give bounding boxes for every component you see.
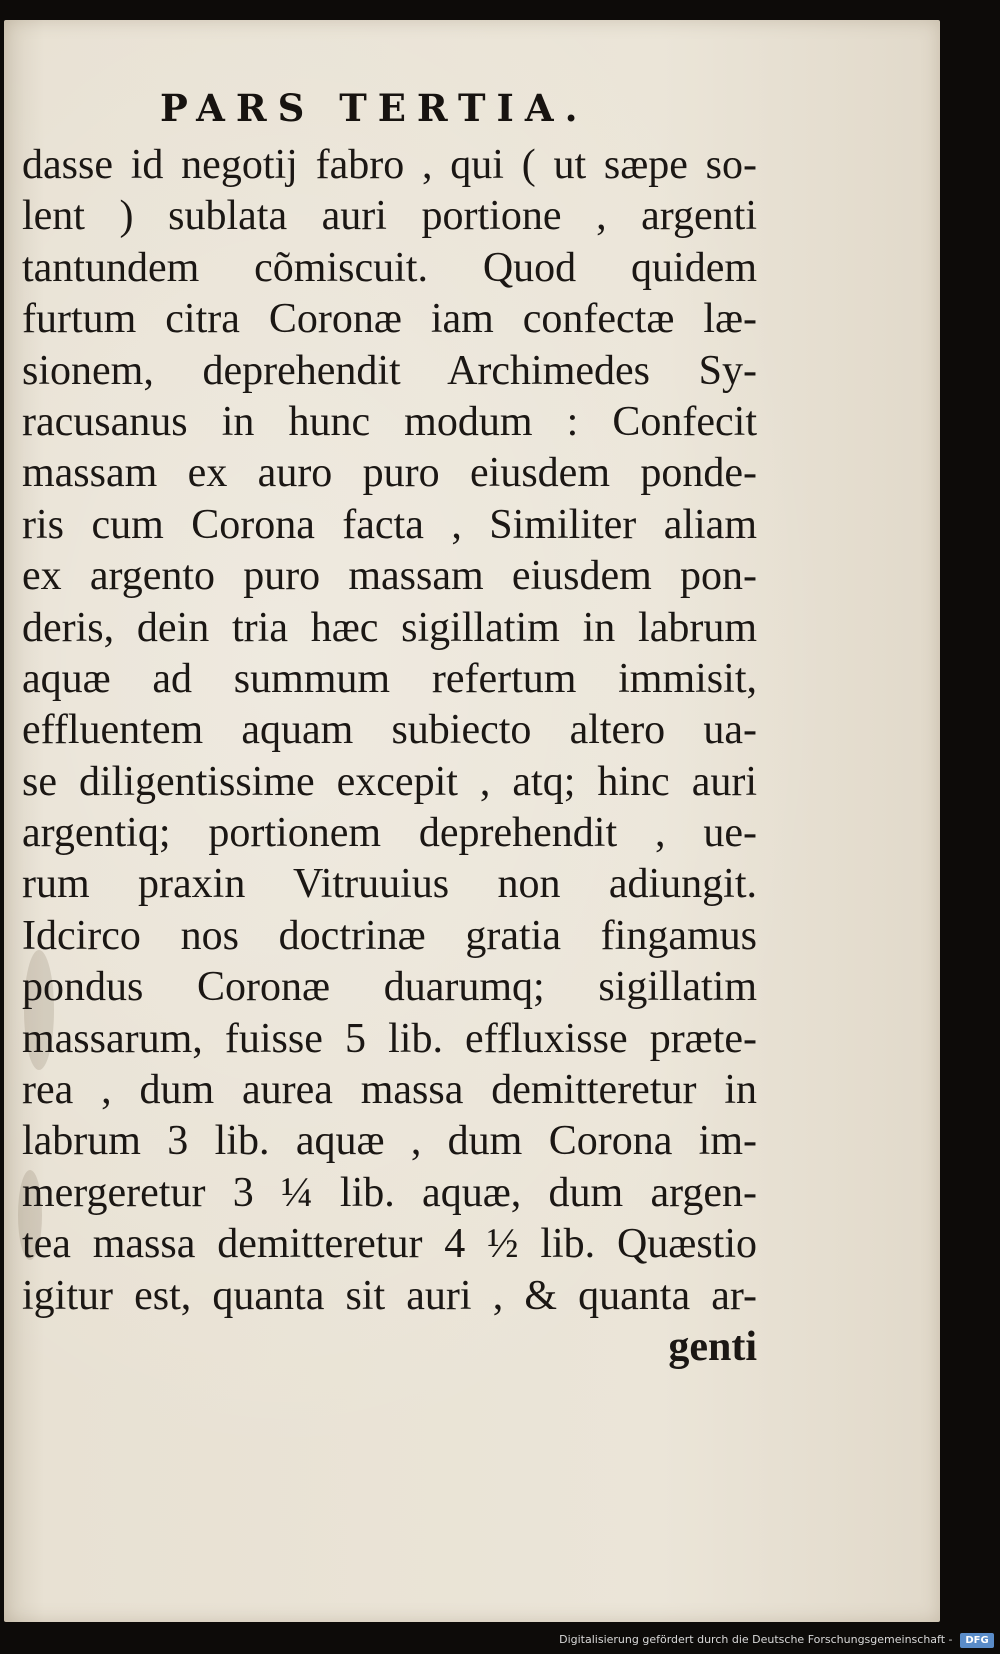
text-line: se diligentissime excepit , atq; hinc auri	[22, 758, 757, 805]
text-line: massam ex auro puro eiusdem ponde-	[22, 450, 757, 497]
text-line: effluentem aquam subiecto altero ua-	[22, 707, 757, 754]
digitization-credit	[559, 1628, 994, 1652]
text-line: tea massa demitteretur 4 ½ lib. Quæstio	[22, 1221, 757, 1268]
text-line: dasse id negotij fabro , qui ( ut sæpe so-	[22, 142, 757, 188]
text-line: deris, dein tria hæc sigillatim in labrum	[22, 604, 757, 651]
text-line: rea , dum aurea massa demitteretur in	[22, 1067, 757, 1114]
credit-text: Digitalisierung gefördert durch die Deutsche Forschungsgemeinschaft -	[559, 1633, 953, 1646]
text-line: sionem, deprehendit Archimedes Sy-	[22, 347, 757, 394]
text-line: lent ) sublata auri portione , argenti	[22, 193, 757, 240]
text-line: massarum, fuisse 5 lib. effluxisse præte-	[22, 1015, 757, 1062]
text-line: rum praxin Vitruuius non adiungit.	[22, 861, 757, 908]
running-head: PARS TERTIA.	[160, 86, 589, 130]
text-line: ex argento puro massam eiusdem pon-	[22, 553, 757, 600]
text-line: ris cum Corona facta , Similiter aliam	[22, 501, 757, 548]
text-line: labrum 3 lib. aquæ , dum Corona im-	[22, 1118, 757, 1165]
text-line: tantundem cõmiscuit. Quod quidem	[22, 244, 757, 291]
catchword: genti	[668, 1323, 757, 1370]
text-line: pondus Coronæ duarumq; sigillatim	[22, 964, 757, 1011]
text-line: racusanus in hunc modum : Confecit	[22, 398, 757, 445]
text-line: furtum citra Coronæ iam confectæ læ-	[22, 296, 757, 343]
text-line: Idcirco nos doctrinæ gratia fingamus	[22, 912, 757, 959]
text-line: mergeretur 3 ¼ lib. aquæ, dum argen-	[22, 1169, 757, 1216]
text-line: argentiq; portionem deprehendit , ue-	[22, 810, 757, 857]
text-line: aquæ ad summum refertum immisit,	[22, 655, 757, 702]
body-text	[22, 140, 757, 1373]
dfg-logo-icon: DFG	[960, 1633, 994, 1648]
text-line: igitur est, quanta sit auri , & quanta ar-	[22, 1272, 757, 1319]
